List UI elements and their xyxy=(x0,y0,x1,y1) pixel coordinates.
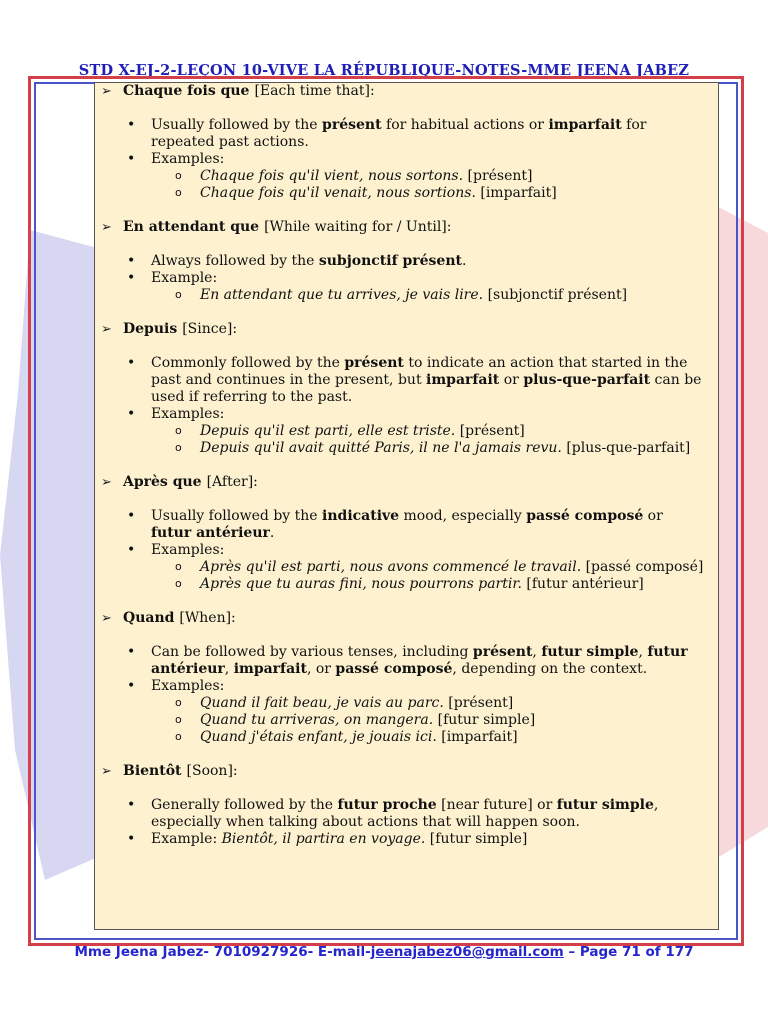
bold-term: imparfait xyxy=(548,117,622,133)
bold-term: subjonctif présent xyxy=(318,253,462,269)
example-sentence: Après que tu auras fini, nous pourrons partir. xyxy=(200,576,522,592)
example-sentence: Après qu'il est parti, nous avons commencé le travail. xyxy=(200,559,582,575)
text-fragment: [imparfait] xyxy=(436,729,518,745)
text-fragment: [near future] or xyxy=(436,797,557,813)
text-fragment: Examples: xyxy=(151,151,225,167)
bullet-list xyxy=(101,797,706,848)
section-heading xyxy=(101,321,706,338)
text-fragment: for habitual actions or xyxy=(381,117,549,133)
example-item xyxy=(175,185,706,202)
example-sentence: Quand tu arriveras, on mangera. xyxy=(200,712,434,728)
section-heading xyxy=(101,763,706,780)
text-fragment: , xyxy=(224,661,234,677)
section xyxy=(101,83,706,202)
text-fragment: to indicate an action that started in the past and continues in the present, but xyxy=(151,355,688,388)
page-footer xyxy=(0,944,768,960)
text-fragment: Examples: xyxy=(151,406,225,422)
list-item xyxy=(127,355,706,406)
example-item xyxy=(175,559,706,576)
list-item xyxy=(127,508,706,542)
text-fragment: , xyxy=(532,644,542,660)
section-heading xyxy=(101,474,706,491)
example-list xyxy=(151,287,706,304)
text-fragment: [futur simple] xyxy=(433,712,536,728)
bullet-list xyxy=(101,253,706,304)
text-fragment: can be used if referring to the past. xyxy=(151,372,702,405)
text-fragment: [subjonctif présent] xyxy=(483,287,628,303)
text-fragment: or xyxy=(499,372,524,388)
footer-name: Mme Jeena Jabez- xyxy=(74,944,214,960)
section-heading xyxy=(101,219,706,236)
list-item xyxy=(127,831,706,848)
text-fragment: [plus-que-parfait] xyxy=(561,440,691,456)
text-fragment: Usually followed by the xyxy=(151,117,323,133)
arrow-bullet-icon: ➢ xyxy=(101,764,112,779)
bold-term: présent xyxy=(472,644,533,660)
footer-email-label: - E-mail- xyxy=(307,944,371,960)
section-term: En attendant que xyxy=(123,219,260,235)
text-fragment: [futur antérieur] xyxy=(521,576,644,592)
list-item xyxy=(127,406,706,457)
example-sentence: Quand j'étais enfant, je jouais ici. xyxy=(200,729,437,745)
text-fragment: mood, especially xyxy=(399,508,527,524)
example-sentence: Bientôt, il partira en voyage. xyxy=(221,831,426,847)
text-fragment: Can be followed by various tenses, including xyxy=(151,644,473,660)
example-item xyxy=(175,168,706,185)
section-meaning: [Soon]: xyxy=(186,763,238,779)
section xyxy=(101,610,706,746)
section-term: Depuis xyxy=(123,321,178,337)
text-fragment: Generally followed by the xyxy=(151,797,338,813)
text-fragment: . xyxy=(269,525,275,541)
section-term: Chaque fois que xyxy=(123,83,250,99)
bold-term: plus-que-parfait xyxy=(523,372,651,388)
example-list xyxy=(151,423,706,457)
text-fragment: [présent] xyxy=(455,423,525,439)
text-fragment: , depending on the context. xyxy=(452,661,648,677)
bullet-list xyxy=(101,644,706,746)
section-term: Bientôt xyxy=(123,763,182,779)
text-fragment: [présent] xyxy=(443,695,514,711)
bullet-list xyxy=(101,355,706,457)
example-sentence: Chaque fois qu'il vient, nous sortons. xyxy=(200,168,464,184)
section xyxy=(101,321,706,457)
bold-term: futur simple xyxy=(556,797,654,813)
footer-phone: 7010927926 xyxy=(213,944,308,960)
bold-term: futur proche xyxy=(337,797,437,813)
example-list xyxy=(151,559,706,593)
page-header: STD X-EJ-2-LEÇON 10-VIVE LA RÉPUBLIQUE-NOTES-MME JEENA JABEZ xyxy=(78,62,690,79)
text-fragment: Examples: xyxy=(151,542,225,558)
section-term: Après que xyxy=(123,474,202,490)
section-meaning: [When]: xyxy=(179,610,236,626)
arrow-bullet-icon: ➢ xyxy=(101,220,112,235)
bold-term: futur antérieur xyxy=(151,525,270,541)
footer-email-link[interactable]: jeenajabez06@gmail.com xyxy=(370,944,564,960)
bold-term: passé composé xyxy=(335,661,453,677)
text-fragment: , or xyxy=(306,661,336,677)
example-list xyxy=(151,695,706,746)
bold-term: imparfait xyxy=(233,661,307,677)
text-fragment: [présent] xyxy=(463,168,533,184)
text-fragment: for repeated past actions. xyxy=(151,117,647,150)
arrow-bullet-icon: ➢ xyxy=(101,322,112,337)
text-fragment: Commonly followed by the xyxy=(151,355,345,371)
list-item xyxy=(127,644,706,678)
bold-term: futur simple xyxy=(541,644,639,660)
text-fragment: Examples: xyxy=(151,678,225,694)
example-sentence: Depuis qu'il avait quitté Paris, il ne l'a jamais revu. xyxy=(200,440,562,456)
section-heading xyxy=(101,83,706,100)
example-sentence: Quand il fait beau, je vais au parc. xyxy=(200,695,444,711)
text-fragment: [passé composé] xyxy=(581,559,704,575)
section xyxy=(101,474,706,593)
section-meaning: [Since]: xyxy=(182,321,238,337)
arrow-bullet-icon: ➢ xyxy=(101,84,112,99)
footer-page-number: – Page 71 of 177 xyxy=(563,944,694,960)
section xyxy=(101,763,706,848)
example-item xyxy=(175,576,706,593)
list-item xyxy=(127,678,706,746)
example-item xyxy=(175,712,706,729)
text-fragment: [imparfait] xyxy=(475,185,557,201)
list-item xyxy=(127,253,706,270)
example-sentence: Chaque fois qu'il venait, nous sortions. xyxy=(200,185,476,201)
section-meaning: [After]: xyxy=(206,474,258,490)
list-item xyxy=(127,151,706,202)
bold-term: imparfait xyxy=(426,372,500,388)
notes-content xyxy=(94,82,719,930)
section-meaning: [While waiting for / Until]: xyxy=(264,219,452,235)
text-fragment: Example: xyxy=(151,831,222,847)
example-item xyxy=(175,729,706,746)
example-item xyxy=(175,287,706,304)
text-fragment: , xyxy=(638,644,648,660)
example-sentence: Depuis qu'il est parti, elle est triste. xyxy=(200,423,456,439)
bold-term: présent xyxy=(322,117,382,133)
list-item xyxy=(127,542,706,593)
list-item xyxy=(127,117,706,151)
example-item xyxy=(175,423,706,440)
section xyxy=(101,219,706,304)
bold-term: indicative xyxy=(322,508,400,524)
text-fragment: Usually followed by the xyxy=(151,508,323,524)
bullet-list xyxy=(101,508,706,593)
example-sentence: En attendant que tu arrives, je vais lire. xyxy=(200,287,484,303)
text-fragment: Example: xyxy=(151,270,218,286)
bold-term: futur antérieur xyxy=(151,644,688,677)
section-heading xyxy=(101,610,706,627)
example-list xyxy=(151,168,706,202)
list-item xyxy=(127,270,706,304)
text-fragment: Always followed by the xyxy=(151,253,319,269)
list-item xyxy=(127,797,706,831)
arrow-bullet-icon: ➢ xyxy=(101,475,112,490)
text-fragment: [futur simple] xyxy=(425,831,528,847)
section-term: Quand xyxy=(123,610,175,626)
text-fragment: . xyxy=(462,253,467,269)
section-meaning: [Each time that]: xyxy=(254,83,375,99)
arrow-bullet-icon: ➢ xyxy=(101,611,112,626)
text-fragment: or xyxy=(643,508,663,524)
bold-term: passé composé xyxy=(526,508,644,524)
bold-term: présent xyxy=(344,355,404,371)
example-item xyxy=(175,440,706,457)
bullet-list xyxy=(101,117,706,202)
example-item xyxy=(175,695,706,712)
text-fragment: , especially when talking about actions that will happen soon. xyxy=(151,797,659,830)
